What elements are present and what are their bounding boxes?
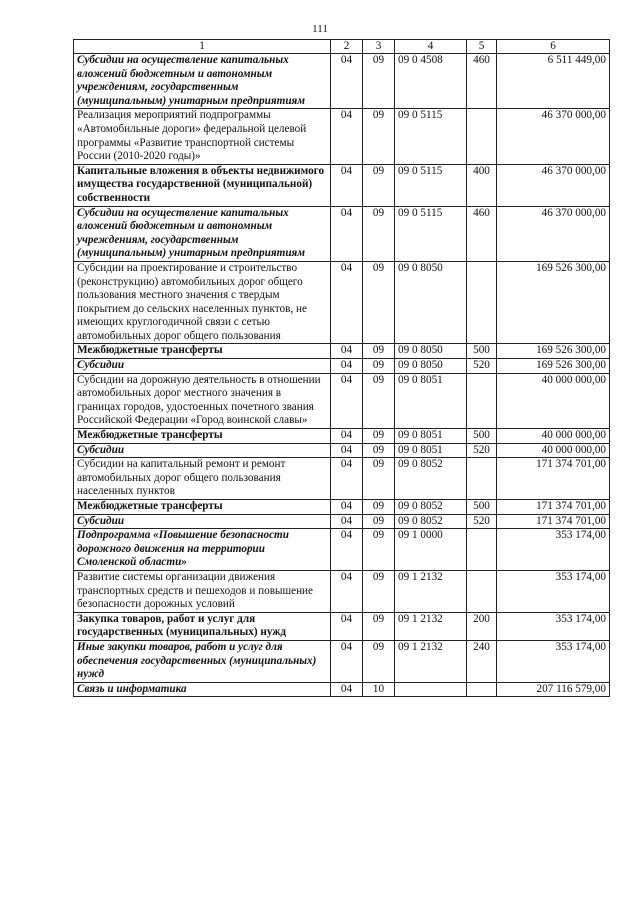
column-header: 5 bbox=[467, 40, 497, 54]
section-code-cell: 04 bbox=[331, 206, 363, 261]
subsection-code-cell: 09 bbox=[363, 514, 395, 529]
row-name-cell: Связь и информатика bbox=[74, 682, 331, 697]
target-article-cell: 09 0 8050 bbox=[395, 344, 467, 359]
expense-type-cell: 460 bbox=[467, 206, 497, 261]
amount-cell: 353 174,00 bbox=[497, 570, 610, 612]
row-name-cell: Закупка товаров, работ и услуг для государственных (муниципальных) нужд bbox=[74, 612, 331, 640]
row-name-cell: Подпрограмма «Повышение безопасности дорожного движения на территории Смоленской области» bbox=[74, 529, 331, 571]
expense-type-cell bbox=[467, 458, 497, 500]
subsection-code-cell: 09 bbox=[363, 373, 395, 428]
target-article-cell: 09 0 8051 bbox=[395, 373, 467, 428]
target-article-cell: 09 0 8051 bbox=[395, 429, 467, 444]
table-row bbox=[74, 682, 610, 697]
table-row bbox=[74, 429, 610, 444]
column-header: 6 bbox=[497, 40, 610, 54]
subsection-code-cell: 09 bbox=[363, 612, 395, 640]
section-code-cell: 04 bbox=[331, 373, 363, 428]
row-name-cell: Развитие системы организации движения транспортных средств и пешеходов и повышение безопасности дорожных условий bbox=[74, 570, 331, 612]
amount-cell: 169 526 300,00 bbox=[497, 261, 610, 344]
subsection-code-cell: 09 bbox=[363, 640, 395, 682]
target-article-cell: 09 0 8052 bbox=[395, 458, 467, 500]
target-article-cell: 09 1 2132 bbox=[395, 640, 467, 682]
section-code-cell: 04 bbox=[331, 529, 363, 571]
expense-type-cell bbox=[467, 373, 497, 428]
expense-type-cell: 520 bbox=[467, 514, 497, 529]
amount-cell: 46 370 000,00 bbox=[497, 206, 610, 261]
target-article-cell: 09 1 0000 bbox=[395, 529, 467, 571]
table-row bbox=[74, 109, 610, 164]
target-article-cell: 09 0 5115 bbox=[395, 206, 467, 261]
table-row bbox=[74, 514, 610, 529]
row-name-cell: Субсидии на осуществление капитальных вложений бюджетным и автономным учреждениям, государственным (муниципальным) унитарным предприятиям bbox=[74, 54, 331, 109]
amount-cell: 207 116 579,00 bbox=[497, 682, 610, 697]
subsection-code-cell: 09 bbox=[363, 164, 395, 206]
row-name-cell: Субсидии на осуществление капитальных вложений бюджетным и автономным учреждениям, государственным (муниципальным) унитарным предприятиям bbox=[74, 206, 331, 261]
table-row bbox=[74, 344, 610, 359]
amount-cell: 40 000 000,00 bbox=[497, 373, 610, 428]
table-row bbox=[74, 458, 610, 500]
expense-type-cell: 520 bbox=[467, 443, 497, 458]
section-code-cell: 04 bbox=[331, 570, 363, 612]
amount-cell: 169 526 300,00 bbox=[497, 359, 610, 374]
subsection-code-cell: 09 bbox=[363, 500, 395, 515]
subsection-code-cell: 09 bbox=[363, 54, 395, 109]
target-article-cell: 09 0 8050 bbox=[395, 261, 467, 344]
target-article-cell: 09 1 2132 bbox=[395, 612, 467, 640]
row-name-cell: Иные закупки товаров, работ и услуг для обеспечения государственных (муниципальных) нужд bbox=[74, 640, 331, 682]
section-code-cell: 04 bbox=[331, 429, 363, 444]
target-article-cell: 09 0 5115 bbox=[395, 164, 467, 206]
subsection-code-cell: 09 bbox=[363, 344, 395, 359]
table-row bbox=[74, 373, 610, 428]
subsection-code-cell: 09 bbox=[363, 443, 395, 458]
amount-cell: 171 374 701,00 bbox=[497, 500, 610, 515]
budget-table bbox=[73, 39, 610, 697]
amount-cell: 169 526 300,00 bbox=[497, 344, 610, 359]
expense-type-cell: 460 bbox=[467, 54, 497, 109]
table-row bbox=[74, 612, 610, 640]
amount-cell: 171 374 701,00 bbox=[497, 458, 610, 500]
table-row bbox=[74, 164, 610, 206]
expense-type-cell bbox=[467, 261, 497, 344]
expense-type-cell: 500 bbox=[467, 500, 497, 515]
amount-cell: 40 000 000,00 bbox=[497, 443, 610, 458]
row-name-cell: Субсидии bbox=[74, 359, 331, 374]
row-name-cell: Межбюджетные трансферты bbox=[74, 344, 331, 359]
row-name-cell: Субсидии на капитальный ремонт и ремонт автомобильных дорог общего пользования населенных пунктов bbox=[74, 458, 331, 500]
subsection-code-cell: 09 bbox=[363, 570, 395, 612]
section-code-cell: 04 bbox=[331, 514, 363, 529]
expense-type-cell bbox=[467, 529, 497, 571]
target-article-cell: 09 0 8052 bbox=[395, 500, 467, 515]
subsection-code-cell: 09 bbox=[363, 261, 395, 344]
amount-cell: 46 370 000,00 bbox=[497, 109, 610, 164]
section-code-cell: 04 bbox=[331, 344, 363, 359]
table-row bbox=[74, 261, 610, 344]
row-name-cell: Реализация мероприятий подпрограммы «Автомобильные дороги» федеральной целевой программы «Развитие транспортной системы России (2010-2020 годы)» bbox=[74, 109, 331, 164]
subsection-code-cell: 10 bbox=[363, 682, 395, 697]
table-header-row bbox=[74, 40, 610, 54]
amount-cell: 6 511 449,00 bbox=[497, 54, 610, 109]
target-article-cell: 09 1 2132 bbox=[395, 570, 467, 612]
expense-type-cell: 400 bbox=[467, 164, 497, 206]
expense-type-cell: 240 bbox=[467, 640, 497, 682]
expense-type-cell: 520 bbox=[467, 359, 497, 374]
row-name-cell: Субсидии bbox=[74, 443, 331, 458]
section-code-cell: 04 bbox=[331, 359, 363, 374]
expense-type-cell bbox=[467, 682, 497, 697]
target-article-cell bbox=[395, 682, 467, 697]
row-name-cell: Субсидии на дорожную деятельность в отношении автомобильных дорог местного значения в границах городов, удостоенных почетного звания Российской Федерации «Город воинской славы» bbox=[74, 373, 331, 428]
section-code-cell: 04 bbox=[331, 443, 363, 458]
section-code-cell: 04 bbox=[331, 54, 363, 109]
target-article-cell: 09 0 5115 bbox=[395, 109, 467, 164]
table-row bbox=[74, 500, 610, 515]
amount-cell: 40 000 000,00 bbox=[497, 429, 610, 444]
subsection-code-cell: 09 bbox=[363, 458, 395, 500]
row-name-cell: Капитальные вложения в объекты недвижимого имущества государственной (муниципальной) собственности bbox=[74, 164, 331, 206]
row-name-cell: Субсидии bbox=[74, 514, 331, 529]
target-article-cell: 09 0 8052 bbox=[395, 514, 467, 529]
section-code-cell: 04 bbox=[331, 109, 363, 164]
table-row bbox=[74, 54, 610, 109]
amount-cell: 46 370 000,00 bbox=[497, 164, 610, 206]
expense-type-cell: 500 bbox=[467, 429, 497, 444]
amount-cell: 353 174,00 bbox=[497, 612, 610, 640]
target-article-cell: 09 0 4508 bbox=[395, 54, 467, 109]
column-header: 4 bbox=[395, 40, 467, 54]
section-code-cell: 04 bbox=[331, 500, 363, 515]
target-article-cell: 09 0 8050 bbox=[395, 359, 467, 374]
section-code-cell: 04 bbox=[331, 164, 363, 206]
subsection-code-cell: 09 bbox=[363, 359, 395, 374]
table-row bbox=[74, 206, 610, 261]
column-header: 3 bbox=[363, 40, 395, 54]
target-article-cell: 09 0 8051 bbox=[395, 443, 467, 458]
amount-cell: 353 174,00 bbox=[497, 640, 610, 682]
row-name-cell: Межбюджетные трансферты bbox=[74, 429, 331, 444]
expense-type-cell bbox=[467, 570, 497, 612]
table-row bbox=[74, 529, 610, 571]
column-header: 2 bbox=[331, 40, 363, 54]
row-name-cell: Межбюджетные трансферты bbox=[74, 500, 331, 515]
row-name-cell: Субсидии на проектирование и строительство (реконструкцию) автомобильных дорог общего пользования местного значения с твердым покрытием до сельских населенных пунктов, не имеющих круглогодичной связи с сетью автомобильных дорог общего пользования bbox=[74, 261, 331, 344]
section-code-cell: 04 bbox=[331, 682, 363, 697]
table-row bbox=[74, 570, 610, 612]
table-row bbox=[74, 640, 610, 682]
expense-type-cell: 200 bbox=[467, 612, 497, 640]
subsection-code-cell: 09 bbox=[363, 109, 395, 164]
section-code-cell: 04 bbox=[331, 261, 363, 344]
table-row bbox=[74, 359, 610, 374]
amount-cell: 353 174,00 bbox=[497, 529, 610, 571]
table-body bbox=[74, 54, 610, 697]
page-number: 111 bbox=[312, 23, 328, 35]
expense-type-cell bbox=[467, 109, 497, 164]
subsection-code-cell: 09 bbox=[363, 429, 395, 444]
amount-cell: 171 374 701,00 bbox=[497, 514, 610, 529]
subsection-code-cell: 09 bbox=[363, 206, 395, 261]
subsection-code-cell: 09 bbox=[363, 529, 395, 571]
column-header: 1 bbox=[74, 40, 331, 54]
table-row bbox=[74, 443, 610, 458]
section-code-cell: 04 bbox=[331, 458, 363, 500]
expense-type-cell: 500 bbox=[467, 344, 497, 359]
section-code-cell: 04 bbox=[331, 640, 363, 682]
section-code-cell: 04 bbox=[331, 612, 363, 640]
